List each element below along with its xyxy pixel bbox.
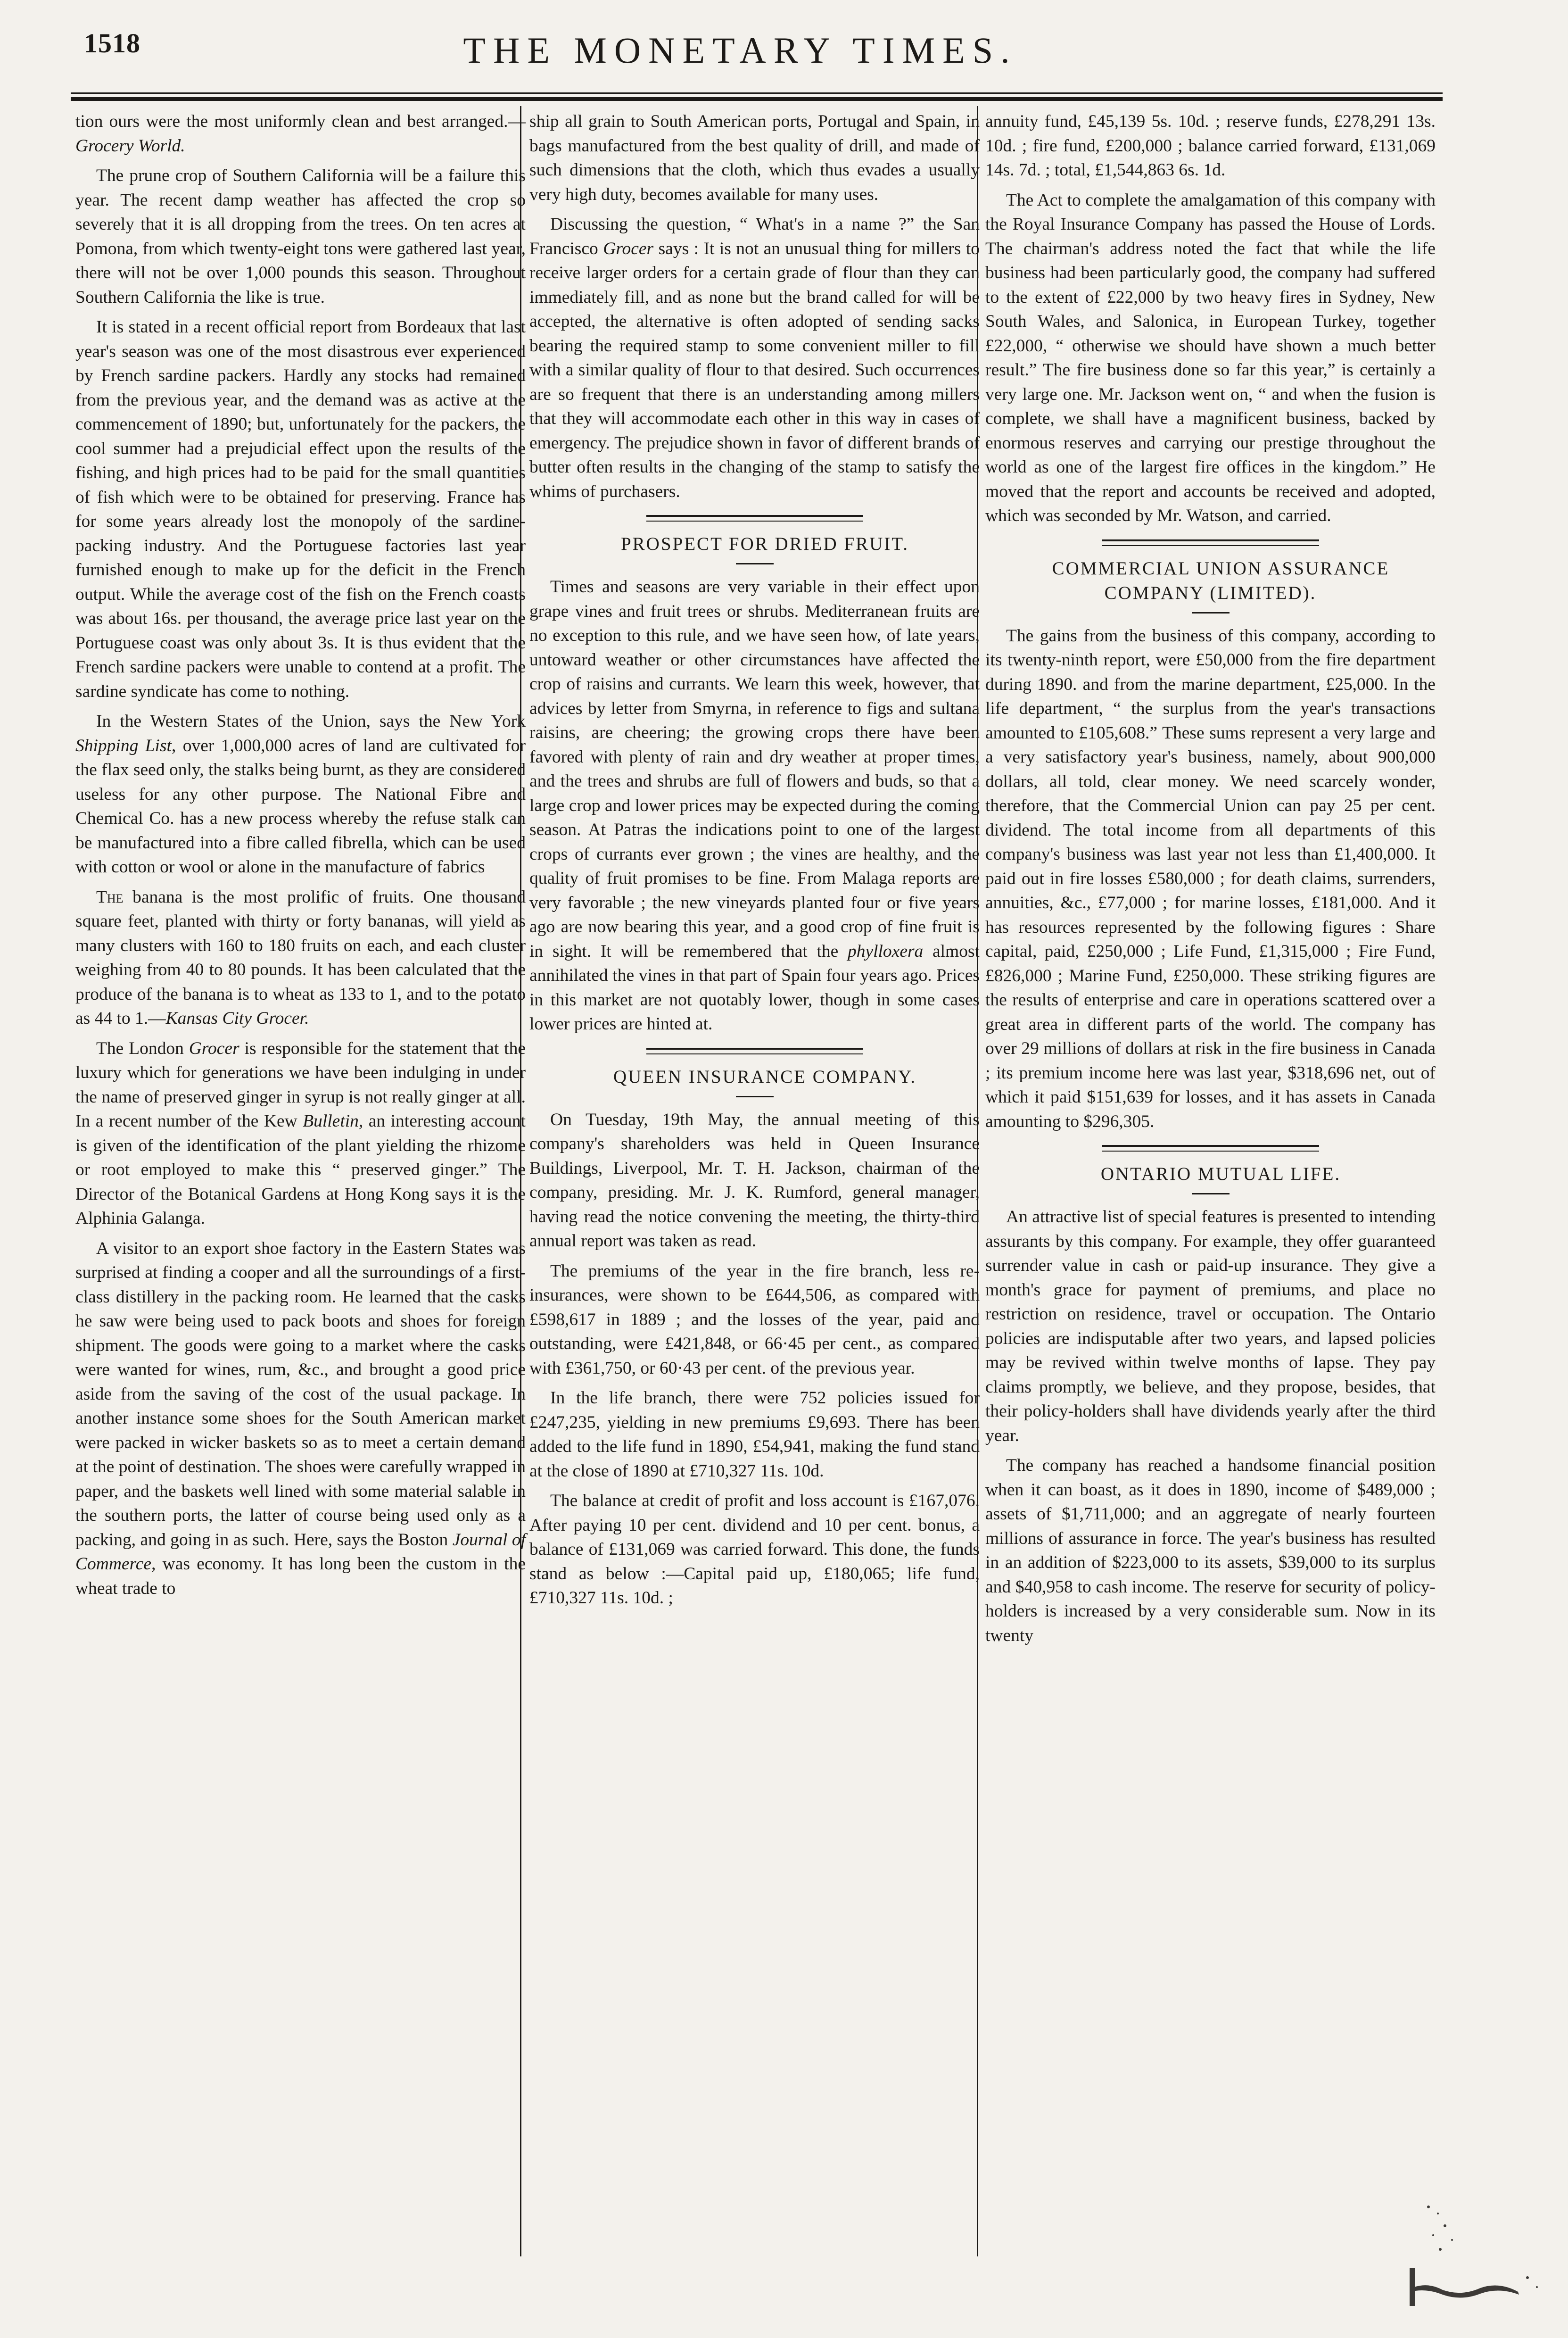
- publication-name: Bulletin: [303, 1111, 359, 1131]
- article-paragraph: It is stated in a recent official report from Bordeaux that last year's season was one of the most disastrous ever experienced by French sardine packers. Hardly any stocks had remained from the previous year, and the demand was as active at the commencement of 1890; but, unfortunately for the packers, the cool summer had a prejudicial effect upon the results of the fishing, and high prices had to be paid for the small quantities of fish which were to be obtained for preserving. France has for some years already lost the monopoly of the sardine-packing industry. And the Portuguese factories last year furnished enough to make up for the deficit in the French output. While the average cost of the fish on the French coasts was about 16s. per thousand, the average price last year on the Portuguese coast was only about 3s. It is thus evident that the French sardine packers were unable to contend at a profit. The sardine syndicate has come to nothing.: [75, 317, 526, 701]
- article-paragraph: The premiums of the year in the fire branch, less re-insurances, were shown to be £644,506, as compared with £598,617 in 1889 ; and the losses of the year, paid and outstanding, were £421,848, or 66·45 per cent., as compared with £361,750, or 60·43 per cent. of the previous year.: [529, 1261, 980, 1378]
- article-paragraph: The prune crop of Southern California will be a failure this year. The recent damp weather has affected the crop so severely that it is all dropping from the trees. On ten acres at Pomona, from which twenty-eight tons were gathered last year, there will not be over 1,000 pounds this season. Throughout Southern California the like is true.: [75, 166, 526, 307]
- source-credit: Grocery World.: [75, 136, 185, 156]
- article-paragraph: The Act to complete the amalgamation of this company with the Royal Insurance Company has passed the House of Lords. The chairman's address noted the fact that while the life business had been particularly good, the company had suffered to the extent of £22,000 by two heavy fires in Sydney, New South Wales, and Salonica, in European Turkey, together £22,000, “ otherwise we should have shown a much better result.” The fire business done so far this year,” is certainly a very large one. Mr. Jackson went on, “ and when the fusion is complete, we shall have a magnificent business, backed by enormous reserves and carrying our prestige throughout the world as one of the largest fire offices in the kingdom.” He moved that the report and accounts be received and adopted, which was seconded by Mr. Watson, and carried.: [985, 190, 1436, 525]
- paragraph-text: Times and seasons are very variable in their effect upon grape vines and fruit trees or shrubs. Mediterranean fruits are no exception to this rule, and we have seen how, of late years, untoward weather or other circumstances have affected the crop of raisins and currants. We learn this week, however, that advices by letter from Smyrna, in reference to figs and sultana raisins, are cheering; the growing crops there have been favored with plenty of rain and dry weather at proper times, and the trees and shrubs are full of flowers and buds, so that a large crop and lower prices may be expected during the coming season. At Patras the indications point to one of the largest crops of currants ever grown ; the vines are healthy, and the quality of fruit promises to be fine. From Malaga reports are very favorable ; the new vineyards planted four or five years ago are now bearing this year, and a good crop of fine fruit is in sight. It will be remembered that the: [529, 577, 980, 961]
- paragraph-text: says : It is not an unusual thing for millers to receive larger orders for a certain grade of flour than they can immediately fill, and as none but the brand called for will be accepted, the alternative is often adopted of sending sacks bearing the required stamp to some convenient miller to fill with a similar quality of flour to that desired. Such occurrences are so frequent that there is an understanding among millers that they will accommodate each other in this way in cases of emergency. The prejudice shown in favor of different brands of butter often results in the changing of the stamp to satisfy the whims of purchasers.: [529, 239, 980, 501]
- paragraph-text: Discussing the question, “ What's in a name ?” the San Francisco: [529, 215, 980, 258]
- column-2: [529, 109, 980, 1616]
- headline-stub-rule: [1192, 612, 1230, 614]
- section-separator: [646, 1048, 863, 1054]
- headline-stub-rule: [736, 563, 774, 564]
- paragraph-text: banana is the most prolific of fruits. One thousand square feet, planted with thirty or forty bananas, will yield as many clusters with 160 to 180 fruits on each, and each cluster weighing from 40 to 80 pounds. It has been calculated that the produce of the banana is to wheat as 133 to 1, and to the potato as 44 to 1.—: [75, 887, 526, 1028]
- scan-smudge-mark: [1410, 2197, 1546, 2315]
- article-paragraph: [529, 212, 980, 504]
- headline-stub-rule: [1192, 1193, 1230, 1194]
- headline-queen-insurance: QUEEN INSURANCE COMPANY.: [613, 1066, 916, 1087]
- article-paragraph: [75, 885, 526, 1031]
- headline-commercial-union: COMMERCIAL UNION ASSURANCE COMPANY (LIMITED).: [1052, 558, 1390, 603]
- section-separator: [1102, 1145, 1319, 1152]
- article-paragraph: [529, 575, 980, 1036]
- paragraph-text: tion ours were the most uniformly clean and best arranged.—: [75, 112, 526, 131]
- article-paragraph: [75, 709, 526, 879]
- paragraph-text: , an interesting account is given of the identification of the plant yielding the rhizome or root employed to make this “ preserved ginger.” The Director of the Botanical Gardens at Hong Kong says it is the Alphinia Galanga.: [75, 1111, 526, 1228]
- running-head: [0, 0, 1568, 94]
- section-separator: [1102, 539, 1319, 546]
- headline-stub-rule: [736, 1096, 774, 1097]
- article-paragraph: ship all grain to South American ports, Portugal and Spain, in bags manufactured from the best quality of drill, and made of such dimensions that the cloth, which thus evades a usually very high duty, becomes available for many uses.: [529, 112, 980, 204]
- publication-name: Shipping List: [75, 736, 172, 755]
- paragraph-text: is responsible for the statement that the luxury which for generations we have been indulging in under the name of preserved ginger in syrup is not really ginger at all. In a recent number of the Kew: [75, 1038, 526, 1131]
- article-paragraph: The company has reached a handsome financial position when it can boast, as it does in 1890, income of $489,000 ; assets of $1,711,000; and an aggregate of nearly fourteen millions of assurance in force. The year's business has resulted in an addition of $223,000 to its assets, $39,000 to its surplus and $40,958 to cash income. The reserve for security of policy-holders is increased by a very considerable sum. Now in its twenty: [985, 1456, 1436, 1645]
- publication-name: Journal of Commerce: [75, 1530, 526, 1574]
- article-paragraph: [75, 109, 526, 158]
- article-paragraph: On Tuesday, 19th May, the annual meeting of this company's shareholders was held in Queen Insurance Buildings, Liverpool, Mr. T. H. Jackson, chairman of the company, presiding. Mr. J. K. Rumford, general manager, having read the notice convening the meeting, the thirty-third annual report was taken as read.: [529, 1110, 980, 1251]
- article-paragraph: The gains from the business of this company, according to its twenty-ninth report, were £50,000 from the fire department during 1890. and from the marine department, £25,000. In the life department, “ the surplus from the year's transactions amounted to £105,608.” These sums represent a very large and a very satisfactory year's business, namely, about 900,000 dollars, all told, clear money. We need scarcely wonder, therefore, that the Commercial Union can pay 25 per cent. dividend. The total income from all departments of this company's business was last year not less than £1,400,000. It paid out in fire losses £580,000 ; for death claims, surrenders, annuities, &c., £77,000 ; for marine losses, £181,000. And it has resources represented by the following figures : Share capital, paid, £250,000 ; Life Fund, £1,315,000 ; Fire Fund, £826,000 ; Marine Fund, £250,000. These striking figures are the results of enterprise and care in operations scattered over a great area in different parts of the world. The company has over 29 millions of dollars at risk in the fire business in Canada ; its premium income here was last year, $318,696 net, out of which it paid $151,639 for losses, and it has assets in Canada amounting to $296,305.: [985, 626, 1436, 1131]
- article-paragraph: The balance at credit of profit and loss account is £167,076. After paying 10 per cent. dividend and 10 per cent. bonus, a balance of £131,069 was carried forward. This done, the funds stand as below :—Capital paid up, £180,065; life fund, £710,327 11s. 10d. ;: [529, 1491, 980, 1608]
- headline-ontario-mutual: ONTARIO MUTUAL LIFE.: [1100, 1164, 1341, 1184]
- article-paragraph: [75, 1036, 526, 1231]
- lead-word: The: [96, 887, 124, 907]
- article-paragraph: An attractive list of special features is presented to intending assurants by this company. For example, they offer guaranteed surrender value in cash or paid-up insurance. They give a month's grace for payment of premiums, and place no restriction on residence, travel or occupation. The Ontario policies are indisputable after two years, and lapsed policies may be revived within twelve months of lapse. They pay claims promptly, we believe, and they propose, besides, that their policy-holders shall have dividends yearly after the third year.: [985, 1207, 1436, 1445]
- publication-name: Grocer: [603, 239, 654, 258]
- article-paragraph: In the life branch, there were 752 policies issued for £247,235, yielding in new premiums £9,693. There has been added to the life fund in 1890, £54,941, making the fund stand at the close of 1890 at £710,327 11s. 10d.: [529, 1388, 980, 1481]
- header-rule-thick: [71, 97, 1443, 101]
- article-paragraph: [75, 1236, 526, 1601]
- paragraph-text: , over 1,000,000 acres of land are cultivated for the flax seed only, the stalks being burnt, as they are considered useless for any other purpose. The National Fibre and Chemical Co. has a new process whereby the refuse stalk can be manufactured into a fibre called fibrella, which can be used with cotton or wool or alone in the manufacture of fabrics: [75, 736, 526, 877]
- page-number: 1518: [84, 28, 140, 58]
- column-1: [75, 109, 526, 1606]
- italic-term: phylloxera: [847, 941, 924, 961]
- headline-dried-fruit: PROSPECT FOR DRIED FRUIT.: [620, 534, 909, 554]
- paragraph-text: The London: [96, 1038, 189, 1058]
- article-paragraph: annuity fund, £45,139 5s. 10d. ; reserve funds, £278,291 13s. 10d. ; fire fund, £200,000 ; balance carried forward, £131,069 14s. 7d. ; total, £1,544,863 6s. 1d.: [985, 112, 1436, 180]
- paragraph-text: A visitor to an export shoe factory in the Eastern States was surprised at finding a cooper and all the surroundings of a first-class distillery in the packing room. He learned that the casks he saw were being used to pack boots and shoes for foreign shipment. The goods were going to a market where the casks were wanted for wines, rum, &c., and brought a good price aside from the saving of the cost of the usual package. In another instance some shoes for the South American market were packed in wicker baskets so as to meet a certain demand at the point of destination. The shoes were carefully wrapped in paper, and the baskets well lined with some material salable in the southern ports, the latter of course being used only as a packing, and going in as such. Here, says the Boston: [75, 1238, 526, 1550]
- paragraph-text: , was economy. It has long been the custom in the wheat trade to: [75, 1554, 526, 1598]
- masthead-title: THE MONETARY TIMES.: [463, 30, 1017, 71]
- source-credit: Kansas City Grocer.: [165, 1009, 309, 1028]
- paragraph-text: almost annihilated the vines in that part of Spain four years ago. Prices in this market are not quotably lower, though in some cases lower prices are hinted at.: [529, 941, 980, 1034]
- paragraph-text: In the Western States of the Union, says the New York: [96, 712, 526, 731]
- section-separator: [646, 515, 863, 522]
- column-3: [985, 109, 1436, 1653]
- header-rule-thin: [71, 92, 1443, 94]
- publication-name: Grocer: [189, 1038, 239, 1058]
